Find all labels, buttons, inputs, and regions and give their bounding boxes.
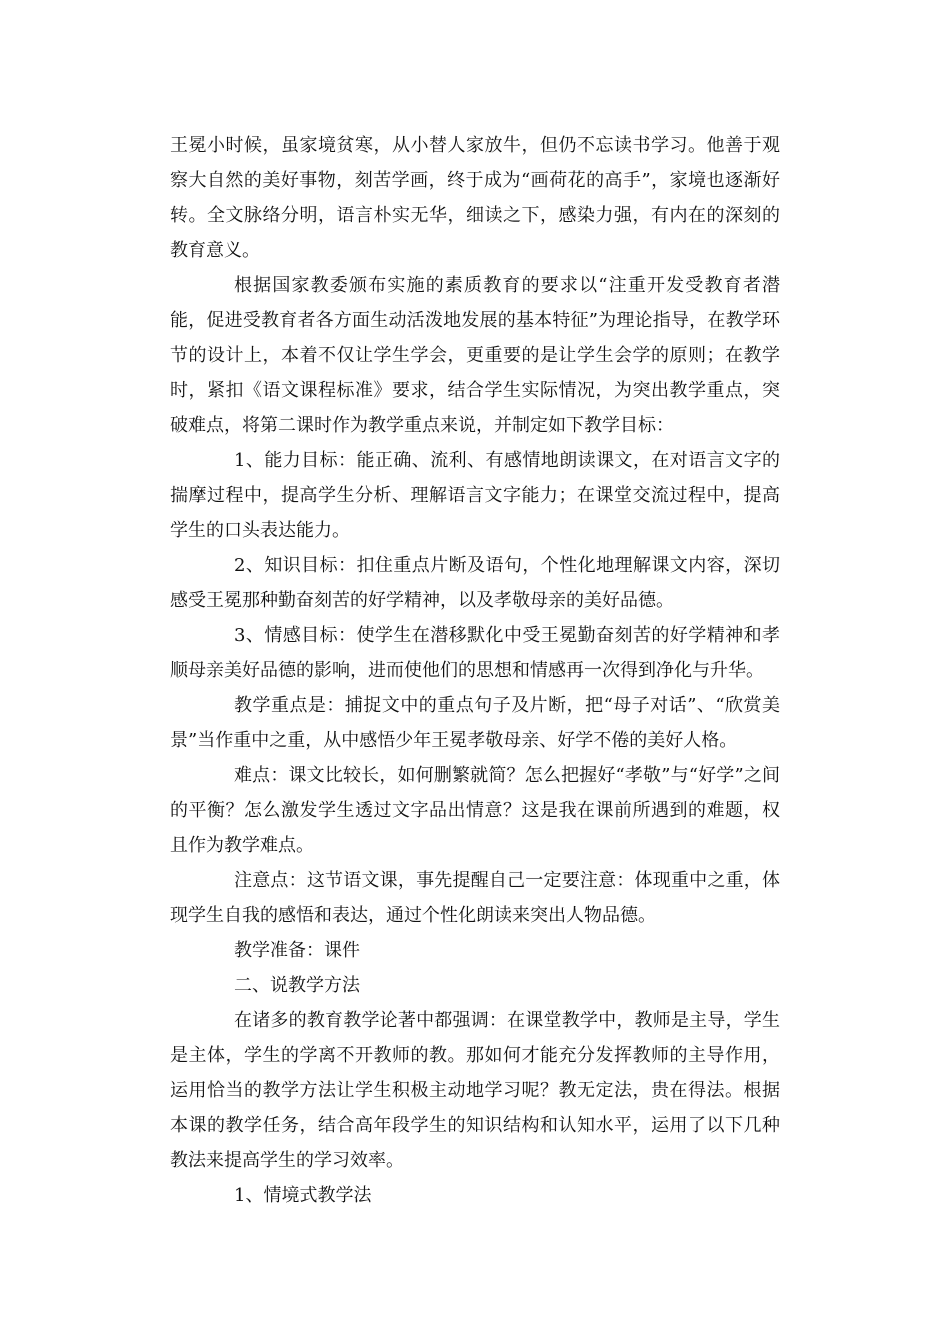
paragraph-ability-goal: 1、能力目标：能正确、流利、有感情地朗读课文，在对语言文字的揣摩过程中，提高学生分析、理解语言文字能力；在课堂交流过程中，提高学生的口头表达能力。: [170, 450, 780, 541]
paragraph-knowledge-goal: 2、知识目标：扣住重点片断及语句，个性化地理解课文内容，深切感受王冕那种勤奋刻苦的好学精神，以及孝敬母亲的美好品德。: [170, 555, 780, 611]
document-body: [170, 128, 780, 1213]
paragraph-intro-summary: 王冕小时候，虽家境贫寒，从小替人家放牛，但仍不忘读书学习。他善于观察大自然的美好事物，刻苦学画，终于成为“画荷花的高手”，家境也逐渐好转。全文脉络分明，语言朴实无华，细读之下，感染力强，有内在的深刻的教育意义。: [170, 135, 780, 261]
paragraph-teaching-basis: 根据国家教委颁布实施的素质教育的要求以“注重开发受教育者潜能，促进受教育者各方面生动活泼地发展的基本特征”为理论指导，在教学环节的设计上，本着不仅让学生学会，更重要的是让学生会学的原则；在教学时，紧扣《语文课程标准》要求，结合学生实际情况，为突出教学重点，突破难点，将第二课时作为教学重点来说，并制定如下教学目标：: [170, 275, 780, 436]
paragraph-emotion-goal: 3、情感目标：使学生在潜移默化中受王冕勤奋刻苦的好学精神和孝顺母亲美好品德的影响，进而使他们的思想和情感再一次得到净化与升华。: [170, 625, 780, 681]
paragraph-teaching-focus: 教学重点是：捕捉文中的重点句子及片断，把“母子对话”、“欣赏美景”当作重中之重，从中感悟少年王冕孝敬母亲、好学不倦的美好人格。: [170, 695, 780, 751]
paragraph-teaching-preparation: 教学准备：课件: [234, 940, 360, 961]
subheading-situational-teaching: 1、情境式教学法: [234, 1185, 372, 1206]
paragraph-attention-points: 注意点：这节语文课，事先提醒自己一定要注意：体现重中之重，体现学生自我的感悟和表达，通过个性化朗读来突出人物品德。: [170, 870, 780, 926]
section-heading-teaching-methods: 二、说教学方法: [234, 975, 360, 996]
paragraph-difficulty: 难点：课文比较长，如何删繁就简？怎么把握好“孝敬”与“好学”之间的平衡？怎么激发学生透过文字品出情意？这是我在课前所遇到的难题，权且作为教学难点。: [170, 765, 780, 856]
paragraph-methods-intro: 在诸多的教育教学论著中都强调：在课堂教学中，教师是主导，学生是主体，学生的学离不开教师的教。那如何才能充分发挥教师的主导作用，运用恰当的教学方法让学生积极主动地学习呢？教无定法，贵在得法。根据本课的教学任务，结合高年段学生的知识结构和认知水平，运用了以下几种教法来提高学生的学习效率。: [170, 1010, 780, 1171]
